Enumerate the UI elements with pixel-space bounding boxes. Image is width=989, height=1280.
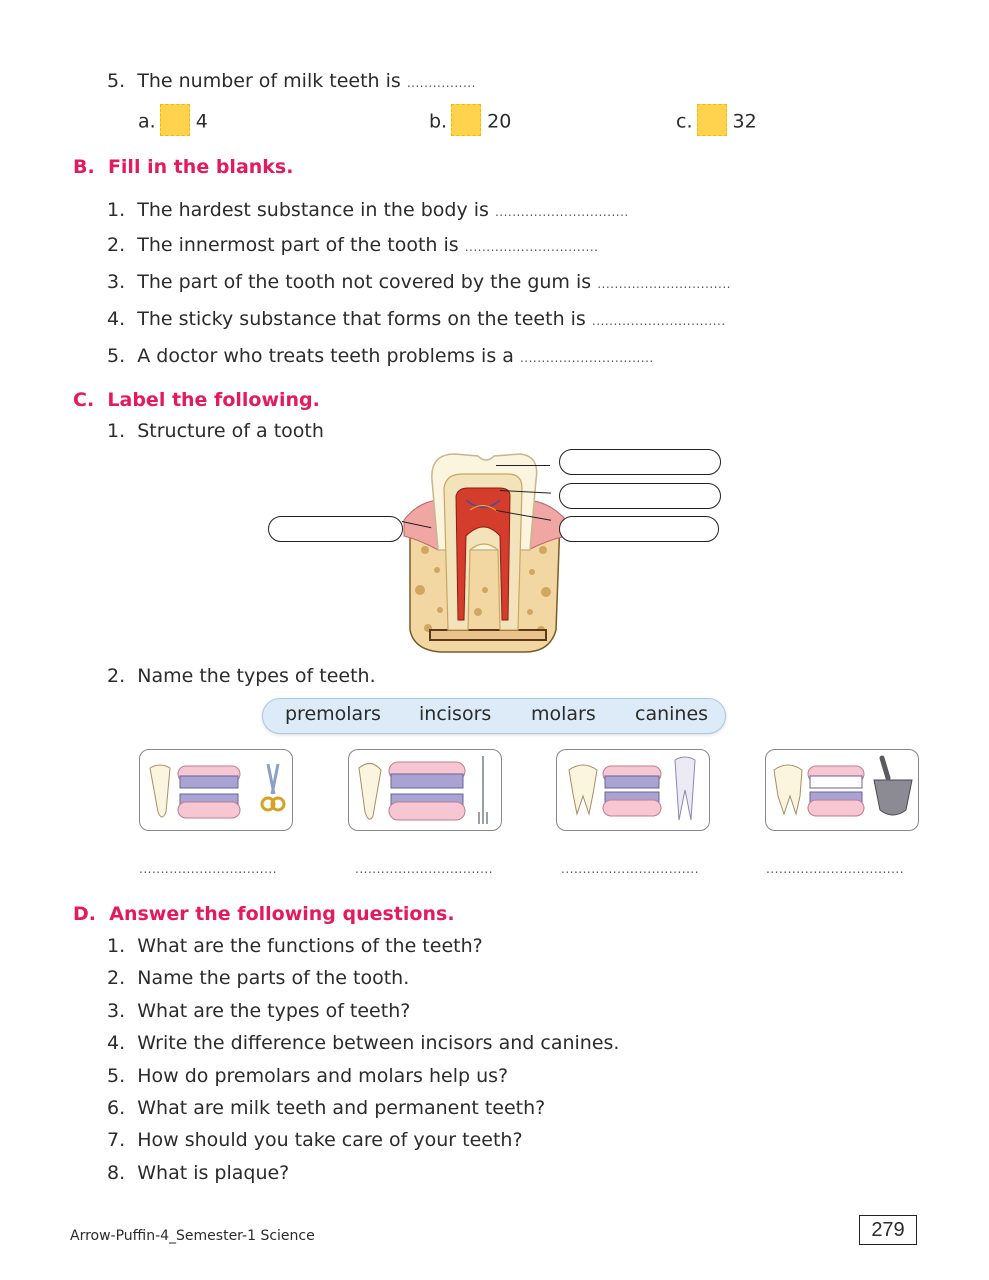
incisor-illustration [140, 750, 292, 830]
book-footer: Arrow-Puffin-4_Semester-1 Science [70, 1228, 315, 1244]
premolar-illustration [557, 750, 709, 830]
answer-blank-3[interactable]: ................................ [561, 862, 700, 876]
answer-blank[interactable]: ............................... [494, 205, 629, 219]
checkbox-b[interactable] [451, 104, 481, 136]
answer-blank-2[interactable]: ................................ [355, 862, 494, 876]
checkbox-a[interactable] [160, 104, 190, 136]
answer-blank[interactable]: ............................... [519, 351, 654, 365]
word-bank [262, 698, 726, 734]
question-item: 1. What are the functions of the teeth? [107, 935, 483, 957]
label-question-2: 2. Name the types of teeth. [107, 665, 376, 687]
fill-blank-item: 3. The part of the tooth not covered by the gum is ............................... [107, 271, 731, 293]
label-question-1: 1. Structure of a tooth [107, 420, 324, 442]
tooth-card-incisor [139, 749, 293, 831]
tooth-card-molar [765, 749, 919, 831]
label-box-enamel[interactable] [559, 449, 721, 475]
page-number: 279 [859, 1215, 917, 1245]
word-molars: molars [531, 703, 596, 725]
answer-blank[interactable]: ............................... [597, 277, 731, 291]
leader-line [496, 465, 550, 466]
fill-blank-item: 1. The hardest substance in the body is ............................... [107, 199, 629, 221]
question-number: 5. [107, 70, 126, 92]
question-item: 4. Write the difference between incisors and canines. [107, 1032, 620, 1054]
word-canines: canines [635, 703, 709, 725]
label-box-dentine[interactable] [559, 483, 721, 509]
option-c[interactable]: c. 32 [676, 106, 757, 138]
word-premolars: premolars [285, 703, 381, 725]
tooth-card-canine [348, 749, 502, 831]
canine-illustration [349, 750, 501, 830]
fill-blank-item: 5. A doctor who treats teeth problems is a ............................... [107, 345, 654, 367]
section-d-heading: D. Answer the following questions. [73, 903, 455, 925]
question-text: The number of milk teeth is [137, 70, 401, 92]
molar-illustration [766, 750, 918, 830]
mcq-question [107, 70, 476, 92]
fill-blank-item: 4. The sticky substance that forms on the teeth is ............................... [107, 308, 726, 330]
option-a[interactable]: a. 4 [138, 106, 208, 138]
answer-blank[interactable]: ............................... [464, 240, 599, 254]
question-item: 8. What is plaque? [107, 1162, 290, 1184]
word-incisors: incisors [419, 703, 492, 725]
question-item: 6. What are milk teeth and permanent teeth? [107, 1097, 546, 1119]
answer-blank-1[interactable]: ................................ [139, 862, 278, 876]
checkbox-c[interactable] [697, 104, 727, 136]
tooth-card-premolar [556, 749, 710, 831]
section-c-heading: C. Label the following. [73, 389, 320, 411]
question-item: 5. How do premolars and molars help us? [107, 1065, 509, 1087]
question-item: 7. How should you take care of your teeth? [107, 1129, 523, 1151]
question-item: 2. Name the parts of the tooth. [107, 967, 410, 989]
answer-blank[interactable]: ................ [406, 76, 476, 90]
answer-blank[interactable]: ............................... [591, 314, 726, 328]
label-box-gum[interactable] [268, 516, 403, 542]
question-item: 3. What are the types of teeth? [107, 1000, 411, 1022]
answer-blank-4[interactable]: ................................ [766, 862, 905, 876]
label-box-pulp[interactable] [559, 516, 719, 542]
section-b-heading: B. Fill in the blanks. [73, 156, 294, 178]
fill-blank-item: 2. The innermost part of the tooth is ............................... [107, 234, 599, 256]
option-b[interactable]: b. 20 [429, 106, 511, 138]
